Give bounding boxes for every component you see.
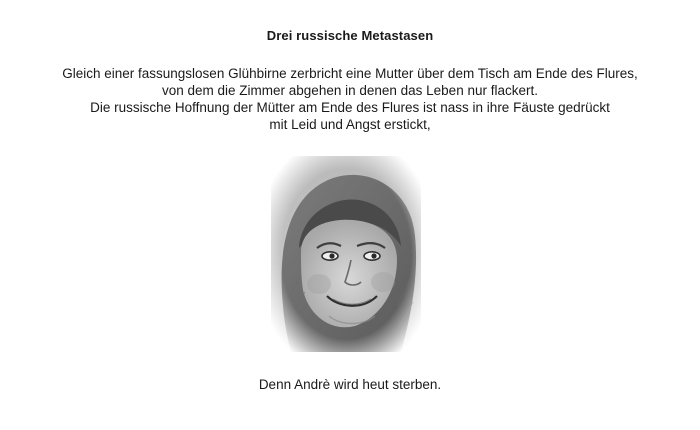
pencil-portrait-drawing	[271, 156, 421, 352]
verse-line: Die russische Hoffnung der Mütter am Ende des Flures ist nass in ihre Fäuste gedrückt	[90, 100, 610, 115]
verse-line: Gleich einer fassungslosen Glühbirne zerbricht eine Mutter über dem Tisch am Ende des Flures,	[62, 66, 638, 81]
poem-title: Drei russische Metastasen	[266, 28, 434, 43]
poem-verse	[0, 65, 700, 133]
verse-line: von dem die Zimmer abgehen in denen das Leben nur flackert.	[162, 83, 538, 98]
verse-line: mit Leid und Angst erstickt,	[269, 117, 431, 132]
closing-line: Denn Andrè wird heut sterben.	[258, 377, 442, 392]
